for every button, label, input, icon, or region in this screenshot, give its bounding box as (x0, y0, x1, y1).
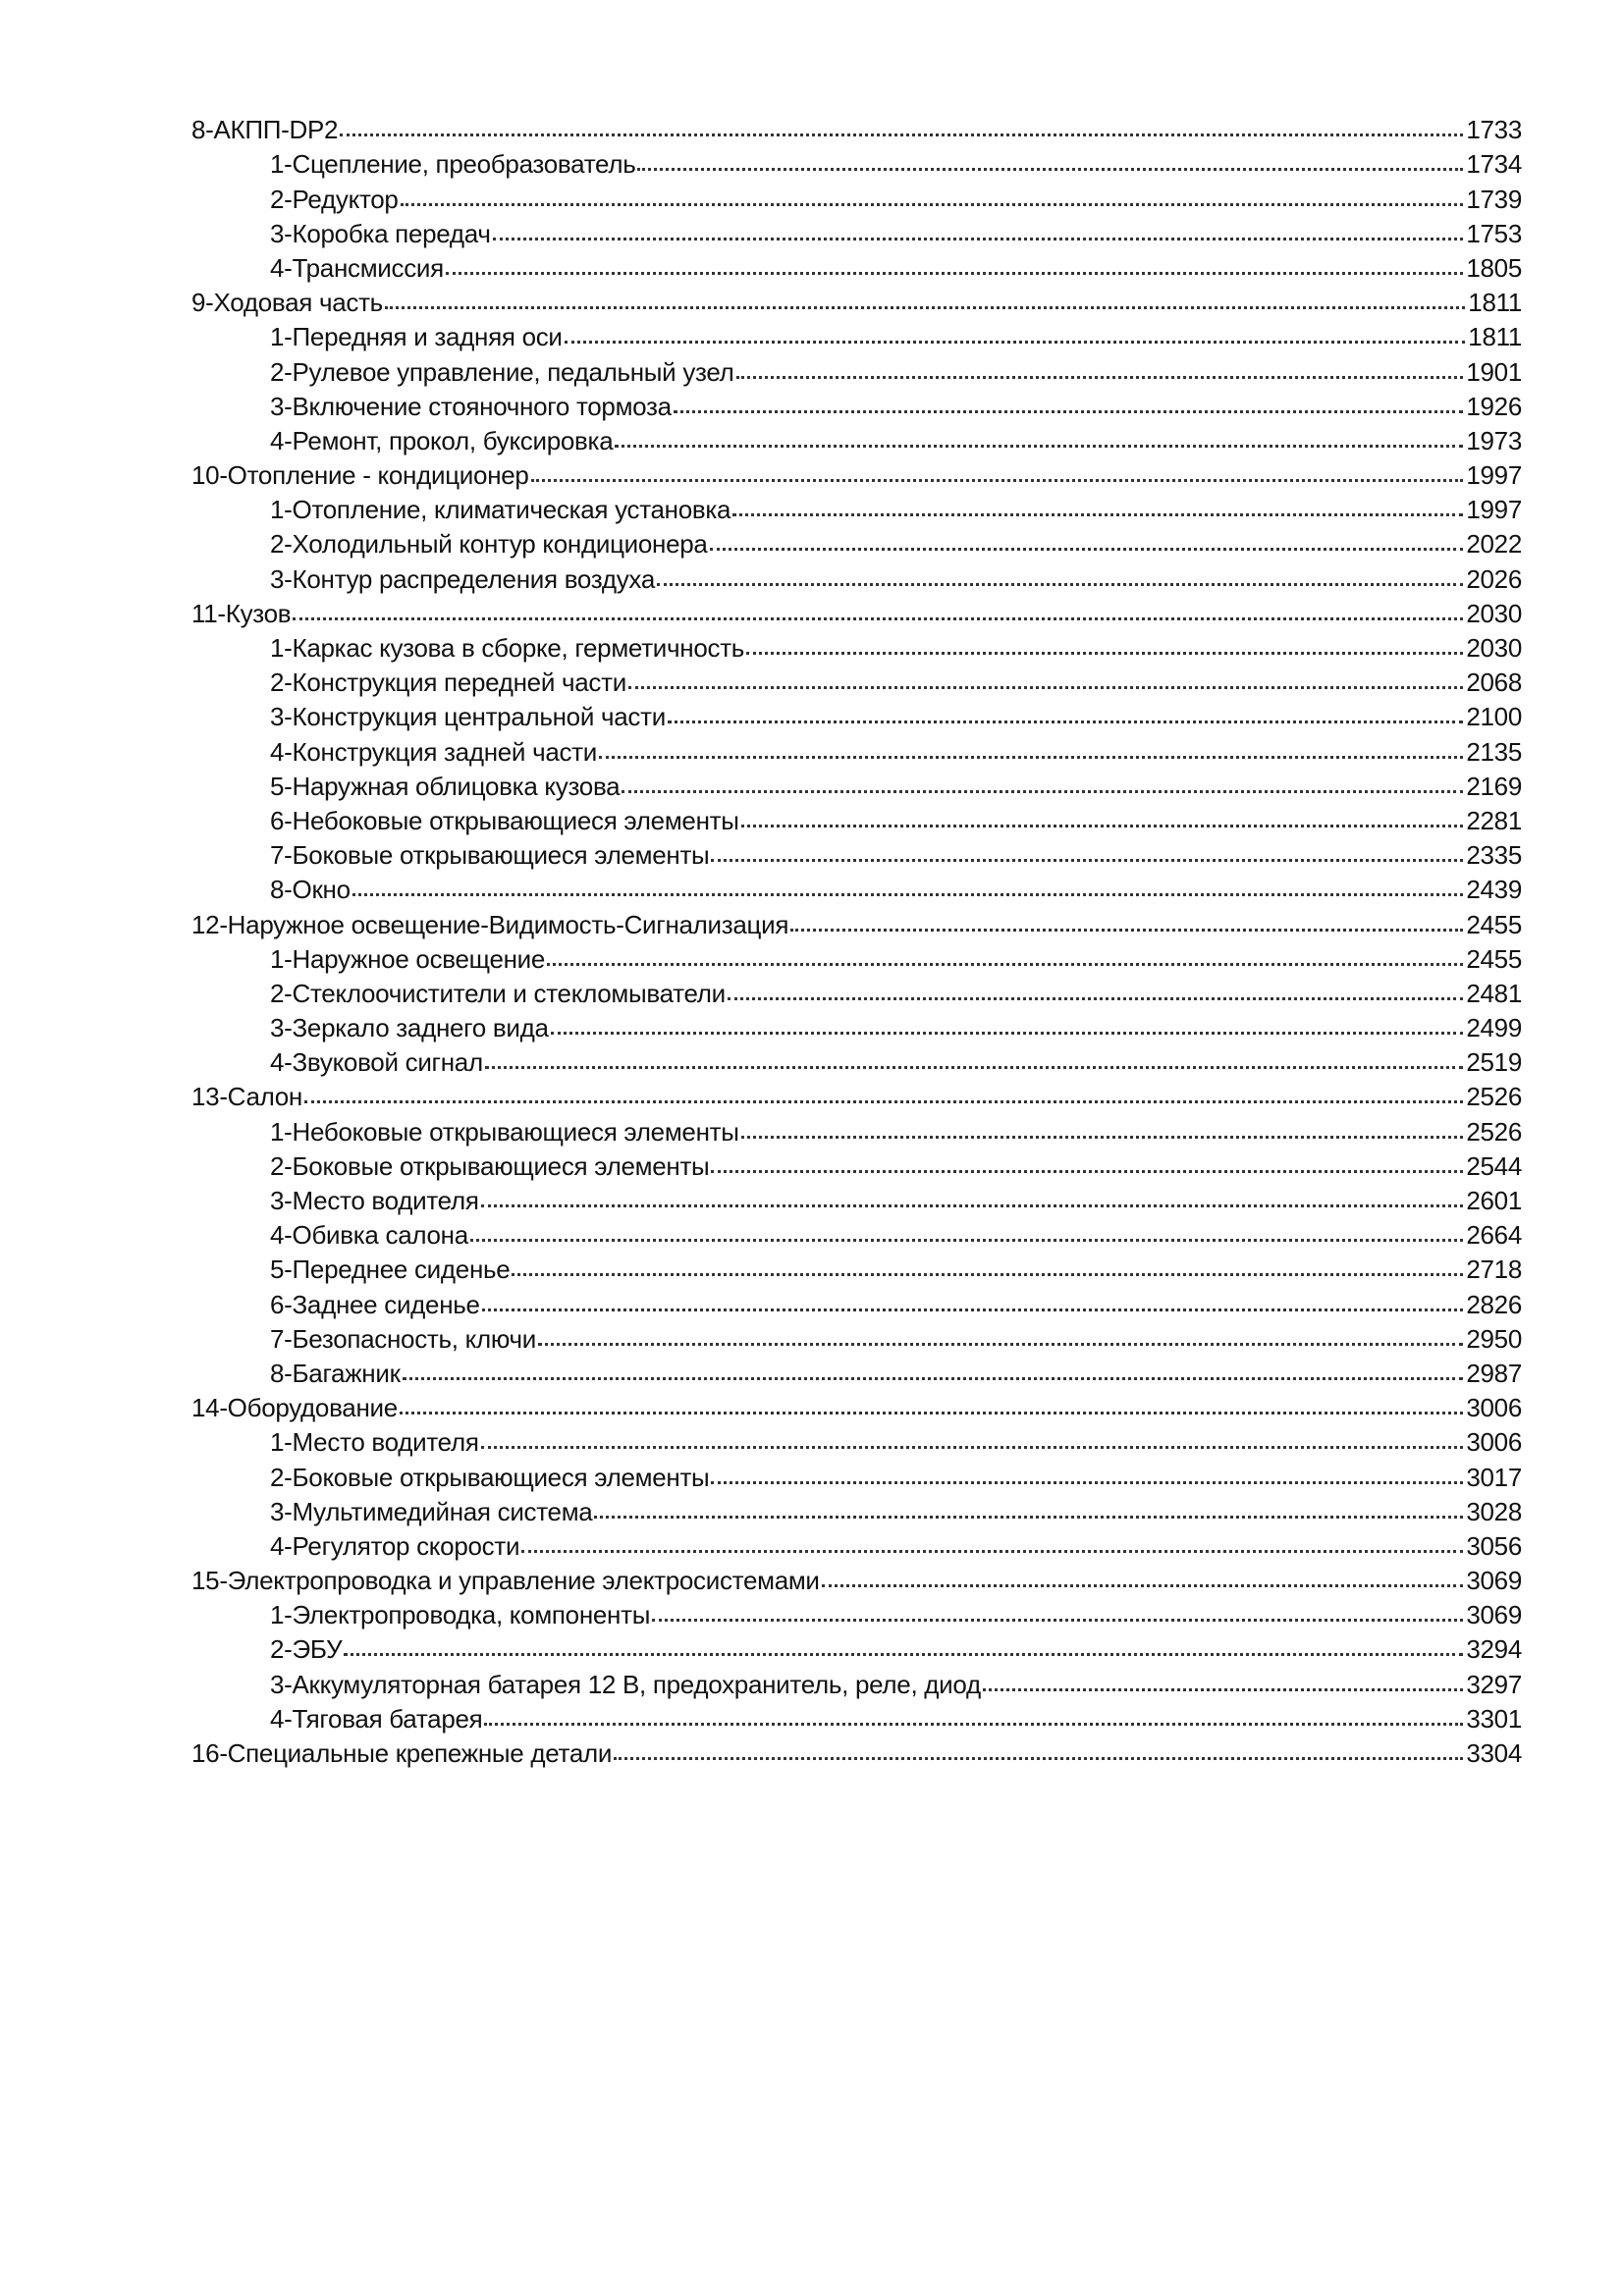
entry-page-number: 1739 (1466, 184, 1522, 214)
entry-page-number: 1973 (1466, 425, 1522, 455)
entry-page-number: 3028 (1466, 1496, 1522, 1526)
entry-title: 1-Сцепление, преобразователь (270, 149, 636, 180)
toc-section-entry[interactable] (191, 939, 1522, 974)
entry-page-number: 3304 (1466, 1738, 1522, 1768)
entry-page-number: 2169 (1466, 771, 1522, 801)
entry-page-number: 2601 (1466, 1186, 1522, 1215)
toc-section-entry[interactable] (191, 421, 1522, 455)
entry-page-number: 3069 (1466, 1600, 1522, 1630)
entry-page-number: 2030 (1466, 598, 1522, 628)
entry-title: 4-Обивка салона (270, 1220, 468, 1251)
entry-title: 4-Тяговая батарея (270, 1703, 483, 1734)
dot-leader (493, 238, 1464, 240)
entry-page-number: 2068 (1466, 667, 1522, 698)
dot-leader (485, 1066, 1464, 1069)
entry-page-number: 1753 (1466, 218, 1522, 248)
dot-leader (657, 583, 1463, 586)
entry-title: 8-Окно (270, 875, 351, 905)
toc-chapter-entry[interactable] (191, 1561, 1522, 1595)
entry-title: 5-Переднее сиденье (270, 1255, 511, 1285)
dot-leader (482, 1308, 1464, 1311)
toc-section-entry[interactable] (191, 1664, 1522, 1698)
toc-section-entry[interactable] (191, 1284, 1522, 1318)
entry-page-number: 3056 (1466, 1530, 1522, 1561)
entry-title: 3-Включение стояночного тормоза (270, 391, 672, 421)
entry-title: 2-Боковые открывающиеся элементы (270, 1150, 710, 1181)
toc-section-entry[interactable] (191, 559, 1522, 593)
entry-title: 3-Коробка передач (270, 218, 491, 248)
toc-section-entry[interactable] (191, 870, 1522, 904)
entry-title: 15-Электропроводка и управление электросистемами (191, 1566, 820, 1596)
entry-page-number: 1997 (1466, 460, 1522, 491)
toc-section-entry[interactable] (191, 490, 1522, 524)
entry-title: 4-Регулятор скорости (270, 1530, 520, 1561)
entry-page-number: 2481 (1466, 978, 1522, 1008)
toc-section-entry[interactable] (191, 1008, 1522, 1042)
dot-leader (599, 756, 1463, 759)
dot-leader (565, 341, 1466, 344)
entry-page-number: 2987 (1466, 1358, 1522, 1388)
dot-leader (746, 652, 1463, 655)
toc-section-entry[interactable] (191, 179, 1522, 213)
entry-page-number: 1901 (1466, 356, 1522, 387)
toc-chapter-entry[interactable] (191, 904, 1522, 938)
dot-leader (711, 859, 1463, 862)
entry-title: 12-Наружное освещение-Видимость-Сигнализация (191, 909, 789, 939)
toc-section-entry[interactable] (191, 1526, 1522, 1561)
dot-leader (538, 1343, 1463, 1346)
entry-title: 6-Заднее сиденье (270, 1289, 480, 1319)
entry-page-number: 1997 (1466, 495, 1522, 525)
entry-page-number: 3017 (1466, 1462, 1522, 1492)
dot-leader (594, 1516, 1463, 1519)
entry-title: 2-Конструкция передней части (270, 667, 626, 698)
entry-page-number: 2455 (1466, 943, 1522, 974)
entry-title: 2-Холодильный контур кондиционера (270, 529, 708, 560)
entry-title: 7-Безопасность, ключи (270, 1323, 536, 1354)
entry-page-number: 2100 (1466, 702, 1522, 732)
dot-leader (400, 1412, 1463, 1415)
entry-page-number: 2439 (1466, 875, 1522, 905)
entry-title: 8-АКПП-DP2 (191, 115, 339, 145)
toc-section-entry[interactable] (191, 1181, 1522, 1215)
dot-leader (512, 1273, 1463, 1276)
toc-section-entry[interactable] (191, 628, 1522, 663)
entry-title: 3-Конструкция центральной части (270, 702, 666, 732)
entry-page-number: 2030 (1466, 633, 1522, 663)
entry-page-number: 3006 (1466, 1427, 1522, 1458)
entry-title: 4-Трансмиссия (270, 252, 444, 283)
toc-section-entry[interactable] (191, 1629, 1522, 1664)
entry-title: 1-Передняя и задняя оси (270, 322, 563, 352)
dot-leader (293, 617, 1463, 620)
entry-title: 2-ЭБУ (270, 1634, 343, 1665)
toc-chapter-entry[interactable] (191, 283, 1522, 317)
toc-section-entry[interactable] (191, 1354, 1522, 1388)
toc-section-entry[interactable] (191, 1215, 1522, 1250)
entry-title: 1-Наружное освещение (270, 943, 546, 974)
entry-title: 1-Электропроводка, компоненты (270, 1600, 651, 1630)
toc-section-entry[interactable] (191, 144, 1522, 179)
toc-section-entry[interactable] (191, 1319, 1522, 1354)
toc-section-entry[interactable] (191, 387, 1522, 421)
dot-leader (674, 410, 1464, 413)
dot-leader (446, 272, 1463, 275)
toc-chapter-entry[interactable] (191, 110, 1522, 144)
entry-title: 1-Место водителя (270, 1427, 479, 1458)
entry-title: 4-Конструкция задней части (270, 736, 598, 767)
entry-title: 3-Контур распределения воздуха (270, 563, 655, 594)
dot-leader (304, 1100, 1463, 1103)
entry-page-number: 2718 (1466, 1255, 1522, 1285)
dot-leader (736, 376, 1464, 379)
toc-section-entry[interactable] (191, 1147, 1522, 1181)
entry-title: 3-Место водителя (270, 1186, 479, 1215)
toc-section-entry[interactable] (191, 1042, 1522, 1077)
toc-section-entry[interactable] (191, 1699, 1522, 1734)
entry-title: 7-Боковые открывающиеся элементы (270, 840, 710, 871)
dot-leader (484, 1723, 1463, 1726)
toc-section-entry[interactable] (191, 1492, 1522, 1526)
dot-leader (710, 548, 1464, 551)
entry-title: 1-Каркас кузова в сборке, герметичность (270, 633, 745, 663)
dot-leader (668, 721, 1463, 723)
entry-page-number: 1926 (1466, 391, 1522, 421)
toc-section-entry[interactable] (191, 697, 1522, 731)
dot-leader (652, 1619, 1463, 1622)
toc-section-entry[interactable] (191, 731, 1522, 766)
dot-leader (637, 168, 1463, 171)
dot-leader (741, 825, 1464, 828)
dot-leader (741, 1136, 1464, 1139)
dot-leader (711, 1481, 1463, 1484)
dot-leader (470, 1239, 1463, 1242)
entry-page-number: 3006 (1466, 1393, 1522, 1423)
toc-section-entry[interactable] (191, 351, 1522, 386)
toc-chapter-entry[interactable] (191, 594, 1522, 628)
toc-section-entry[interactable] (191, 767, 1522, 801)
entry-page-number: 1805 (1466, 252, 1522, 283)
entry-title: 1-Отопление, климатическая установка (270, 495, 731, 525)
entry-page-number: 2135 (1466, 736, 1522, 767)
entry-title: 1-Небоковые открывающиеся элементы (270, 1116, 739, 1147)
dot-leader (481, 1446, 1464, 1449)
entry-page-number: 1734 (1466, 149, 1522, 180)
entry-title: 14-Оборудование (191, 1393, 398, 1423)
entry-title: 2-Стеклоочистители и стекломыватели (270, 978, 726, 1008)
dot-leader (822, 1584, 1464, 1587)
toc-section-entry[interactable] (191, 835, 1522, 870)
dot-leader (790, 929, 1463, 932)
table-of-contents (191, 110, 1522, 1768)
dot-leader (531, 479, 1464, 482)
dot-leader (614, 1757, 1463, 1760)
dot-leader (521, 1550, 1463, 1553)
toc-section-entry[interactable] (191, 974, 1522, 1008)
dot-leader (385, 306, 1465, 309)
entry-title: 4-Звуковой сигнал (270, 1047, 483, 1078)
toc-chapter-entry[interactable] (191, 1734, 1522, 1768)
entry-page-number: 2022 (1466, 529, 1522, 560)
entry-page-number: 2526 (1466, 1116, 1522, 1147)
entry-page-number: 3297 (1466, 1669, 1522, 1699)
dot-leader (481, 1204, 1464, 1207)
dot-leader (711, 1170, 1463, 1173)
dot-leader (403, 1377, 1464, 1380)
dot-leader (340, 133, 1463, 136)
entry-title: 16-Специальные крепежные детали (191, 1738, 613, 1768)
entry-page-number: 1733 (1466, 115, 1522, 145)
dot-leader (551, 1032, 1464, 1035)
toc-section-entry[interactable] (191, 1595, 1522, 1629)
toc-section-entry[interactable] (191, 1250, 1522, 1284)
entry-title: 6-Небоковые открывающиеся элементы (270, 805, 739, 835)
entry-title: 9-Ходовая часть (191, 288, 383, 318)
dot-leader (401, 203, 1464, 206)
entry-title: 5-Наружная облицовка кузова (270, 771, 621, 801)
entry-page-number: 2664 (1466, 1220, 1522, 1251)
entry-page-number: 2281 (1466, 805, 1522, 835)
toc-section-entry[interactable] (191, 214, 1522, 248)
toc-chapter-entry[interactable] (191, 455, 1522, 490)
dot-leader (547, 963, 1463, 966)
dot-leader (344, 1653, 1463, 1656)
entry-title: 11-Кузов (191, 598, 292, 628)
dot-leader (983, 1688, 1463, 1691)
entry-page-number: 2526 (1466, 1082, 1522, 1112)
entry-title: 3-Мультимедийная система (270, 1496, 593, 1526)
entry-title: 3-Зеркало заднего вида (270, 1013, 549, 1043)
toc-section-entry[interactable] (191, 663, 1522, 697)
entry-page-number: 2544 (1466, 1150, 1522, 1181)
entry-title: 8-Багажник (270, 1358, 401, 1388)
dot-leader (732, 513, 1463, 516)
dot-leader (615, 445, 1463, 448)
entry-title: 2-Боковые открывающиеся элементы (270, 1462, 710, 1492)
entry-page-number: 2335 (1466, 840, 1522, 871)
entry-page-number: 2950 (1466, 1323, 1522, 1354)
entry-page-number: 2826 (1466, 1289, 1522, 1319)
dot-leader (628, 686, 1463, 689)
entry-page-number: 1811 (1468, 288, 1522, 318)
entry-title: 2-Редуктор (270, 184, 399, 214)
entry-title: 13-Салон (191, 1082, 302, 1112)
toc-chapter-entry[interactable] (191, 1077, 1522, 1111)
dot-leader (622, 790, 1463, 793)
entry-page-number: 1811 (1468, 322, 1522, 352)
entry-page-number: 2026 (1466, 563, 1522, 594)
dot-leader (728, 997, 1463, 1000)
entry-page-number: 2499 (1466, 1013, 1522, 1043)
entry-page-number: 3294 (1466, 1634, 1522, 1665)
entry-title: 4-Ремонт, прокол, буксировка (270, 425, 614, 455)
entry-page-number: 3069 (1466, 1566, 1522, 1596)
entry-page-number: 2519 (1466, 1047, 1522, 1078)
toc-section-entry[interactable] (191, 801, 1522, 835)
dot-leader (352, 893, 1464, 896)
toc-chapter-entry[interactable] (191, 1388, 1522, 1422)
entry-page-number: 3301 (1466, 1703, 1522, 1734)
entry-title: 10-Отопление - кондиционер (191, 460, 529, 491)
toc-section-entry[interactable] (191, 1457, 1522, 1491)
entry-page-number: 2455 (1466, 909, 1522, 939)
toc-section-entry[interactable] (191, 1111, 1522, 1146)
entry-title: 3-Аккумуляторная батарея 12 В, предохранитель, реле, диод (270, 1669, 981, 1699)
toc-section-entry[interactable] (191, 248, 1522, 283)
entry-title: 2-Рулевое управление, педальный узел (270, 356, 734, 387)
toc-section-entry[interactable] (191, 1422, 1522, 1457)
toc-section-entry[interactable] (191, 524, 1522, 559)
toc-section-entry[interactable] (191, 317, 1522, 351)
